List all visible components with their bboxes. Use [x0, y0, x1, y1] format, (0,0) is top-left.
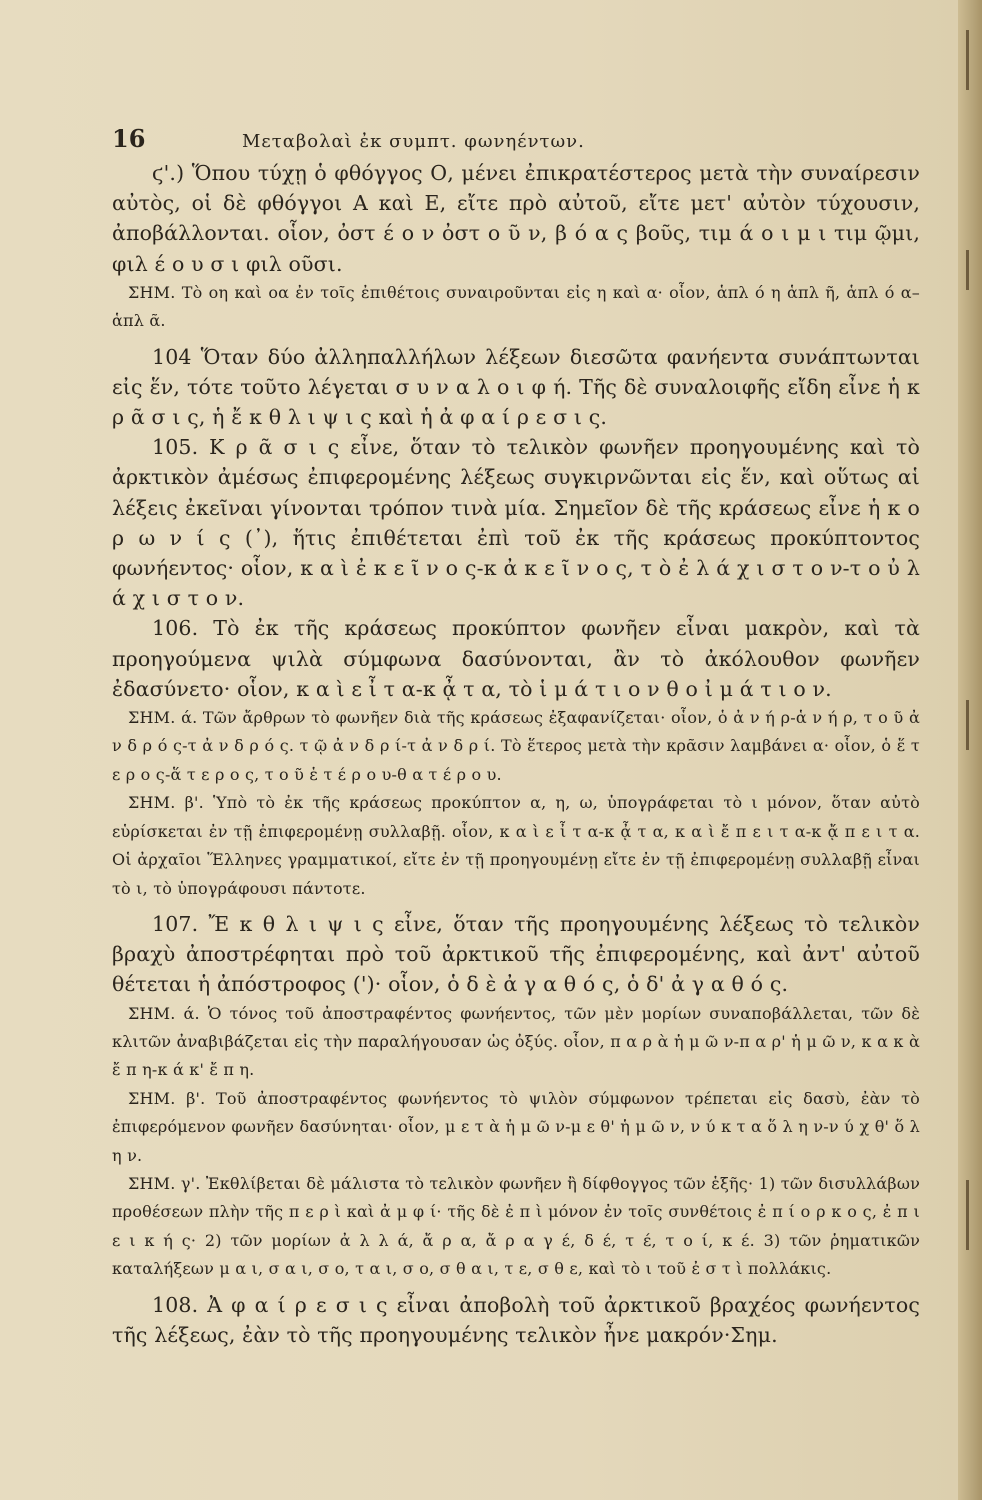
note-107-c: ΣΗΜ. γ'. Ἐκθλίβεται δὲ μάλιστα τὸ τελικὸν φωνῆεν ἢ δίφθογγος τῶν ἑξῆς· 1) τῶν δισυλλάβων προθέσεων πλὴν τῆς π ε ρ ὶ καὶ ἀ μ φ ί· τῆς δὲ ἐ π ὶ μόνον ἐν τοῖς συνθέτοις ἐ π ί ο ρ κ ο ς, ἐ π ι ε ι κ ή ς· 2) τῶν μορίων ἀ λ λ ά, ἄ ρ α, ἄ ρ α γ έ, δ έ, τ έ, τ ο ί, κ έ. 3) τῶν ῥηματικῶν καταλήξεων μ α ι, σ α ι, σ ο, τ α ι, σ ο, σ θ α ι, τ ε, σ θ ε, καὶ τὸ ι τοῦ ἐ σ τ ὶ πολλάκις. — [112, 1173, 920, 1279]
binding-edge — [958, 0, 982, 1500]
page-number: 16 — [112, 124, 146, 153]
paragraph-6: ϛ'.) Ὅπου τύχῃ ὁ φθόγγος Ο, μένει ἐπικρατέστερος μετὰ τὴν συναίρεσιν αὐτὸς, οἱ δὲ φθόγγοι Α καὶ Ε, εἴτε πρὸ αὐτοῦ, εἴτε μετ' αὐτὸν τύχουσιν, ἀποβάλλονται. οἷον, ὀστ έ ο ν ὀστ ο ῦ ν, β ό α ς βοῦς, τιμ ά ο ι μ ι τιμ ῷμι, φιλ έ ο υ σ ι φιλ οῦσι. — [112, 161, 920, 276]
note-106-b: ΣΗΜ. β'. Ὑπὸ τὸ ἐκ τῆς κράσεως προκύπτον α, η, ω, ὑπογράφεται τὸ ι μόνον, ὅταν αὐτὸ εὑρίσκεται ἐν τῇ ἐπιφερομένῃ συλλαβῇ. οἷον, κ α ὶ ε ἶ τ α-κ ᾆ τ α, κ α ὶ ἔ π ε ι τ α-κ ᾄ π ε ι τ α. Οἱ ἀρχαῖοι Ἕλληνες γραμματικοί, εἴτε ἐν τῇ προηγουμένῃ εἴτε ἐν τῇ ἐπιφερομένῃ συλλαβῇ εἶναι τὸ ι, τὸ ὑπογράφουσι πάντοτε. — [112, 793, 920, 898]
note-oh-oa: ΣΗΜ. Τὸ οη καὶ οα ἐν τοῖς ἐπιθέτοις συναιροῦνται εἰς η καὶ α· οἷον, ἁπλ ό η ἁπλ ῆ, ἁπλ ό α–ἁπλ ᾶ. — [112, 282, 920, 331]
paragraph-108: 108. Ἀ φ α ί ρ ε σ ι ς εἶναι ἀποβολὴ τοῦ ἀρκτικοῦ βραχέος φωνήεντος τῆς λέξεως, ἐὰν τὸ τῆς προηγουμένης τελικὸν ἦνε μακρόν·Σημ. — [112, 1292, 920, 1347]
page-header — [112, 124, 920, 158]
paragraph-105: 105. Κ ρ ᾶ σ ι ς εἶνε, ὅταν τὸ τελικὸν φωνῆεν προηγουμένης καὶ τὸ ἀρκτικὸν ἀμέσως ἐπιφερομένης λέξεως συγκιρνῶνται εἰς ἕν, καὶ οὕτως αἱ λέξεις ἐκεῖναι γίνονται τρόπον τινὰ μία. Σημεῖον δὲ τῆς κράσεως εἶνε ἡ κ ο ρ ω ν ί ς (᾽), ἥτις ἐπιθέτεται ἐπὶ τοῦ ἐκ τῆς κράσεως προκύπτοντος φωνήεντος· οἷον, κ α ὶ ἐ κ ε ῖ ν ο ς-κ ἀ κ ε ῖ ν ο ς, τ ὸ ἐ λ ά χ ι σ τ ο ν-τ ο ὐ λ ά χ ι σ τ ο ν. — [112, 435, 920, 611]
paragraph-106: 106. Τὸ ἐκ τῆς κράσεως προκύπτον φωνῆεν εἶναι μακρὸν, καὶ τὰ προηγούμενα ψιλὰ σύμφωνα δασύνονται, ἂν τὸ ἀκόλουθον φωνῆεν ἐδασύνετο· οἷον, κ α ὶ ε ἶ τ α-κ ᾆ τ α, τὸ ἱ μ ά τ ι ο ν θ ο ἰ μ ά τ ι ο ν. — [112, 616, 920, 701]
paragraph-104: 104 Ὅταν δύο ἀλληπαλλήλων λέξεων διεσῶτα φανήεντα συνάπτωνται εἰς ἕν, τότε τοῦτο λέγεται σ υ ν α λ ο ι φ ή. Τῆς δὲ συναλοιφῆς εἴδη εἶνε ἡ κ ρ ᾶ σ ι ς, ἡ ἔ κ θ λ ι ψ ι ς καὶ ἡ ἀ φ α ί ρ ε σ ι ς. — [112, 344, 920, 430]
note-106-a: ΣΗΜ. ά. Τῶν ἄρθρων τὸ φωνῆεν διὰ τῆς κράσεως ἐξαφανίζεται· οἷον, ὁ ἀ ν ή ρ-ἁ ν ή ρ, τ ο ῦ ἀ ν δ ρ ό ς-τ ἀ ν δ ρ ό ς. τ ῷ ἀ ν δ ρ ί-τ ἀ ν δ ρ ί. Τὸ ἕτερος μετὰ τὴν κρᾶσιν λαμβάνει α· οἷον, ὁ ἕ τ ε ρ ο ς-ἅ τ ε ρ ο ς, τ ο ῦ ἑ τ έ ρ ο υ-θ α τ έ ρ ο υ. — [112, 708, 920, 784]
note-107-b: ΣΗΜ. β'. Τοῦ ἀποστραφέντος φωνήεντος τὸ ψιλὸν σύμφωνον τρέπεται εἰς δασὺ, ἐὰν τὸ ἐπιφερόμενον φωνῆεν δασύνηται· οἷον, μ ε τ ὰ ἡ μ ῶ ν-μ ε θ' ἡ μ ῶ ν, ν ύ κ τ α ὅ λ η ν-ν ύ χ θ' ὅ λ η ν. — [112, 1088, 920, 1165]
running-title: Μεταβολαὶ ἐκ συμπτ. φωνηέντων. — [242, 131, 585, 152]
edge-mark — [966, 1180, 969, 1250]
page-content — [112, 124, 920, 1350]
note-107-a: ΣΗΜ. ά. Ὁ τόνος τοῦ ἀποστραφέντος φωνήεντος, τῶν μὲν μορίων συναποβάλλεται, τῶν δὲ κλιτῶν ἀναβιβάζεται εἰς τὴν παραλήγουσαν ὡς ὀξύς. οἷον, π α ρ ὰ ἡ μ ῶ ν-π α ρ' ἡ μ ῶ ν, κ α κ ὰ ἔ π η-κ ά κ' ἔ π η. — [112, 1003, 920, 1080]
edge-mark — [966, 250, 969, 290]
edge-mark — [966, 30, 969, 90]
paragraph-107: 107. Ἔ κ θ λ ι ψ ι ς εἶνε, ὅταν τῆς προηγουμένης λέξεως τὸ τελικὸν βραχὺ ἀποστρέφηται πρὸ τοῦ ἀρκτικοῦ τῆς ἐπιφερομένης, καὶ ἀντ' αὐτοῦ θέτεται ἡ ἀπόστροφος (')· οἷον, ὁ δ ὲ ἀ γ α θ ό ς, ὁ δ' ἀ γ α θ ό ς. — [112, 911, 920, 997]
edge-mark — [966, 700, 969, 750]
